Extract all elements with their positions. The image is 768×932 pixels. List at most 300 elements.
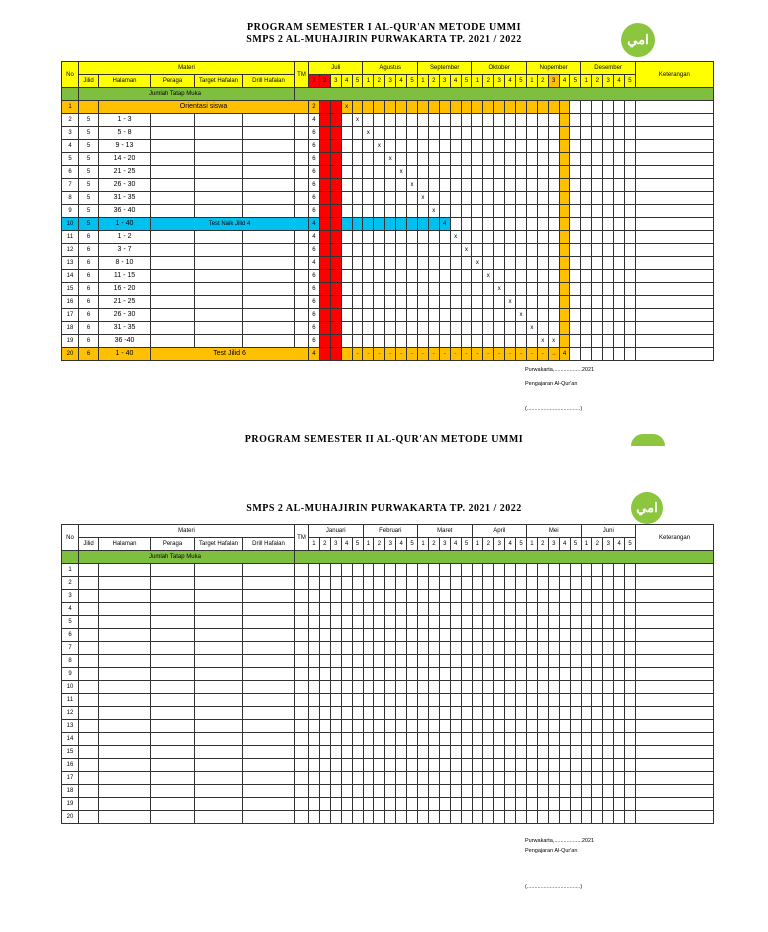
- week-cell: [450, 616, 461, 629]
- week-cell: [494, 179, 505, 192]
- cell-jilid: 5: [79, 218, 99, 231]
- week-cell: [603, 720, 614, 733]
- cell-empty: [151, 668, 195, 681]
- cell-empty: [99, 616, 151, 629]
- week-cell: [614, 694, 625, 707]
- week-cell: [603, 759, 614, 772]
- cell-empty: [79, 694, 99, 707]
- week-cell: [418, 616, 429, 629]
- week-cell: [592, 798, 603, 811]
- week-cell: [450, 707, 461, 720]
- header-week: 4: [505, 75, 516, 88]
- week-cell: [624, 309, 635, 322]
- week-cell: [483, 231, 494, 244]
- week-cell: [516, 798, 527, 811]
- week-cell: [505, 257, 516, 270]
- week-cell: [472, 218, 483, 231]
- cell-empty: [295, 590, 309, 603]
- week-cell: [450, 577, 461, 590]
- week-cell: [363, 101, 374, 114]
- week-cell: [581, 759, 592, 772]
- cell-empty: [99, 772, 151, 785]
- week-cell: [592, 335, 603, 348]
- cell-empty: [195, 811, 243, 824]
- week-cell: [352, 746, 363, 759]
- week-cell: [319, 309, 330, 322]
- week-cell: [352, 127, 363, 140]
- week-cell: [559, 772, 570, 785]
- week-cell: [592, 720, 603, 733]
- week-cell: [330, 309, 341, 322]
- week-cell: [385, 296, 396, 309]
- cell-empty: [243, 590, 295, 603]
- week-cell: [559, 759, 570, 772]
- week-cell: [516, 720, 527, 733]
- week-cell: [439, 642, 450, 655]
- week-cell: [526, 140, 537, 153]
- table-row: [62, 694, 714, 707]
- week-cell: [516, 114, 527, 127]
- week-cell: [505, 785, 516, 798]
- cell-tm: 6: [309, 322, 320, 335]
- week-cell: [396, 270, 407, 283]
- week-cell: [614, 309, 625, 322]
- week-cell: [428, 629, 439, 642]
- week-cell: [341, 603, 352, 616]
- week-cell: [319, 577, 330, 590]
- week-cell: [624, 114, 635, 127]
- cell-tm: 6: [309, 309, 320, 322]
- cell-empty: [151, 153, 195, 166]
- week-cell: [330, 231, 341, 244]
- cell-halaman: 3 - 7: [99, 244, 151, 257]
- week-cell: [352, 798, 363, 811]
- week-cell: [439, 694, 450, 707]
- week-cell: [319, 707, 330, 720]
- cell-empty: [195, 759, 243, 772]
- week-cell: [624, 322, 635, 335]
- week-cell: [559, 629, 570, 642]
- week-cell: [417, 296, 428, 309]
- week-cell: [385, 335, 396, 348]
- week-cell: [559, 668, 570, 681]
- cell-keterangan: [636, 772, 714, 785]
- cell-tm: 6: [309, 270, 320, 283]
- cell-empty: [151, 629, 195, 642]
- week-cell: [417, 205, 428, 218]
- header-month: Juni: [581, 525, 636, 538]
- week-cell: [537, 205, 548, 218]
- week-cell: [407, 283, 418, 296]
- week-cell: [505, 335, 516, 348]
- header-week: 3: [548, 75, 559, 88]
- cell-no: 15: [62, 746, 79, 759]
- week-cell: x: [516, 309, 527, 322]
- week-cell: [494, 798, 505, 811]
- week-cell: [559, 140, 570, 153]
- week-cell: [461, 811, 472, 824]
- cell-no: 11: [62, 694, 79, 707]
- week-cell: [624, 257, 635, 270]
- week-cell: [363, 244, 374, 257]
- week-cell: [537, 733, 548, 746]
- week-cell: [592, 205, 603, 218]
- week-cell: [352, 296, 363, 309]
- week-cell: [592, 153, 603, 166]
- week-cell: [450, 655, 461, 668]
- cell-empty: [195, 577, 243, 590]
- cell-empty: [295, 270, 309, 283]
- week-cell: [592, 283, 603, 296]
- cell-jilid: 6: [79, 257, 99, 270]
- week-cell: [614, 616, 625, 629]
- week-cell: [624, 140, 635, 153]
- week-cell: [352, 772, 363, 785]
- cell-empty: [79, 733, 99, 746]
- cell-empty: [151, 759, 195, 772]
- week-cell: [548, 720, 559, 733]
- cell-empty: [195, 335, 243, 348]
- week-cell: [450, 681, 461, 694]
- week-cell: [352, 270, 363, 283]
- cell-empty: [79, 785, 99, 798]
- week-cell: [603, 811, 614, 824]
- week-cell: [516, 642, 527, 655]
- week-cell: [505, 629, 516, 642]
- cell-empty: [195, 694, 243, 707]
- week-cell: [570, 681, 581, 694]
- week-cell: [570, 707, 581, 720]
- week-cell: [428, 655, 439, 668]
- cell-empty: [151, 309, 195, 322]
- week-cell: [417, 270, 428, 283]
- week-cell: [450, 798, 461, 811]
- week-cell: [483, 101, 494, 114]
- week-cell: [439, 322, 450, 335]
- week-cell: [352, 205, 363, 218]
- cell-empty: [295, 564, 309, 577]
- week-cell: [385, 231, 396, 244]
- cell-empty: [243, 603, 295, 616]
- week-cell: [450, 192, 461, 205]
- week-cell: [516, 694, 527, 707]
- ummi-logo-partial-icon: [631, 434, 665, 446]
- week-cell: [385, 616, 396, 629]
- week-cell: [417, 101, 428, 114]
- header-week: 1: [417, 75, 428, 88]
- week-cell: [417, 322, 428, 335]
- cell-keterangan: [636, 798, 714, 811]
- week-cell: [505, 616, 516, 629]
- week-cell: [614, 759, 625, 772]
- cell-empty: [99, 655, 151, 668]
- cell-empty: [151, 205, 195, 218]
- week-cell: [548, 746, 559, 759]
- week-cell: [483, 746, 494, 759]
- week-cell: [625, 785, 636, 798]
- week-cell: [309, 642, 320, 655]
- week-cell: x: [494, 283, 505, 296]
- week-cell: [439, 720, 450, 733]
- week-cell: -: [363, 348, 374, 361]
- week-cell: [341, 192, 352, 205]
- cell-empty: [195, 231, 243, 244]
- week-cell: [624, 218, 635, 231]
- cell-keterangan: [636, 746, 714, 759]
- table-row: [62, 179, 714, 192]
- week-cell: [570, 140, 581, 153]
- header-week: 4: [614, 538, 625, 551]
- week-cell: [635, 231, 713, 244]
- week-cell: [494, 577, 505, 590]
- week-cell: [570, 811, 581, 824]
- week-cell: [494, 322, 505, 335]
- cell-empty: [151, 166, 195, 179]
- week-cell: [483, 603, 494, 616]
- week-cell: [494, 655, 505, 668]
- week-cell: [559, 322, 570, 335]
- jumlah-spacer: [62, 551, 79, 564]
- week-cell: [319, 348, 330, 361]
- cell-halaman: 1 - 40: [99, 348, 151, 361]
- week-cell: [624, 179, 635, 192]
- week-cell: [396, 205, 407, 218]
- table-row: [62, 811, 714, 824]
- week-cell: [494, 668, 505, 681]
- table-row: [62, 720, 714, 733]
- header-week: 1: [418, 538, 429, 551]
- week-cell: [352, 694, 363, 707]
- week-cell: [505, 603, 516, 616]
- week-cell: [374, 283, 385, 296]
- week-cell: [407, 681, 418, 694]
- cell-empty: [295, 283, 309, 296]
- week-cell: [526, 270, 537, 283]
- week-cell: [570, 694, 581, 707]
- week-cell: [352, 218, 363, 231]
- week-cell: [472, 759, 483, 772]
- week-cell: [614, 179, 625, 192]
- week-cell: [494, 231, 505, 244]
- week-cell: [527, 733, 538, 746]
- week-cell: [625, 564, 636, 577]
- week-cell: [428, 179, 439, 192]
- week-cell: [548, 101, 559, 114]
- week-cell: [363, 694, 374, 707]
- week-cell: [418, 629, 429, 642]
- week-cell: -: [450, 348, 461, 361]
- week-cell: [570, 772, 581, 785]
- table-row: [62, 114, 714, 127]
- week-cell: [548, 798, 559, 811]
- week-cell: [439, 772, 450, 785]
- week-cell: [614, 283, 625, 296]
- week-cell: [319, 694, 330, 707]
- week-cell: x: [352, 114, 363, 127]
- week-cell: [570, 733, 581, 746]
- week-cell: [559, 114, 570, 127]
- week-cell: [570, 283, 581, 296]
- week-cell: [341, 166, 352, 179]
- week-cell: [516, 140, 527, 153]
- week-cell: [461, 114, 472, 127]
- week-cell: [450, 759, 461, 772]
- week-cell: [407, 811, 418, 824]
- week-cell: [581, 348, 592, 361]
- week-cell: [559, 127, 570, 140]
- table-row: [62, 746, 714, 759]
- week-cell: [603, 283, 614, 296]
- week-cell: [548, 811, 559, 824]
- week-cell: [374, 720, 385, 733]
- cell-tm: 6: [309, 127, 320, 140]
- week-cell: [548, 733, 559, 746]
- week-cell: [439, 707, 450, 720]
- week-cell: [472, 296, 483, 309]
- week-cell: [603, 668, 614, 681]
- week-cell: [374, 707, 385, 720]
- week-cell: [374, 577, 385, 590]
- cell-empty: [243, 205, 295, 218]
- week-cell: [516, 283, 527, 296]
- week-cell: [396, 746, 407, 759]
- week-cell: [374, 218, 385, 231]
- cell-empty: [151, 798, 195, 811]
- week-cell: [537, 179, 548, 192]
- week-cell: [494, 746, 505, 759]
- week-cell: [319, 785, 330, 798]
- cell-empty: [99, 603, 151, 616]
- week-cell: [548, 127, 559, 140]
- cell-empty: [99, 590, 151, 603]
- week-cell: [417, 283, 428, 296]
- cell-empty: [195, 192, 243, 205]
- week-cell: [614, 564, 625, 577]
- week-cell: [319, 668, 330, 681]
- table-row: [62, 166, 714, 179]
- header-week: 4: [559, 75, 570, 88]
- week-cell: [428, 309, 439, 322]
- week-cell: [635, 244, 713, 257]
- week-cell: [603, 309, 614, 322]
- week-cell: [625, 577, 636, 590]
- week-cell: [450, 205, 461, 218]
- week-cell: x: [461, 244, 472, 257]
- week-cell: [581, 283, 592, 296]
- week-cell: [592, 642, 603, 655]
- cell-empty: [295, 114, 309, 127]
- week-cell: [439, 179, 450, 192]
- week-cell: [319, 655, 330, 668]
- week-cell: -: [505, 348, 516, 361]
- header-month: Maret: [418, 525, 472, 538]
- week-cell: [352, 322, 363, 335]
- header-month: Juli: [309, 62, 363, 75]
- week-cell: [461, 616, 472, 629]
- week-cell: [428, 707, 439, 720]
- week-cell: [494, 603, 505, 616]
- week-cell: [505, 218, 516, 231]
- cell-halaman: 21 - 25: [99, 296, 151, 309]
- table-row: [62, 681, 714, 694]
- week-cell: [570, 629, 581, 642]
- week-cell: [592, 811, 603, 824]
- week-cell: [385, 322, 396, 335]
- week-cell: [625, 629, 636, 642]
- cell-empty: [79, 681, 99, 694]
- week-cell: [363, 733, 374, 746]
- cell-empty: [151, 785, 195, 798]
- cell-empty: [99, 694, 151, 707]
- week-cell: [341, 720, 352, 733]
- week-cell: [330, 205, 341, 218]
- week-cell: [526, 257, 537, 270]
- week-cell: [603, 127, 614, 140]
- week-cell: [385, 577, 396, 590]
- week-cell: [614, 655, 625, 668]
- cell-empty: [99, 707, 151, 720]
- cell-empty: [295, 603, 309, 616]
- week-cell: [472, 192, 483, 205]
- week-cell: [407, 322, 418, 335]
- week-cell: [396, 153, 407, 166]
- week-cell: [483, 218, 494, 231]
- week-cell: [330, 335, 341, 348]
- week-cell: [635, 114, 713, 127]
- week-cell: [570, 798, 581, 811]
- week-cell: [461, 629, 472, 642]
- table-row: [62, 616, 714, 629]
- week-cell: [461, 577, 472, 590]
- week-cell: [614, 811, 625, 824]
- week-cell: [439, 733, 450, 746]
- week-cell: [407, 335, 418, 348]
- cell-no: 1: [62, 564, 79, 577]
- cell-no: 2: [62, 114, 79, 127]
- week-cell: [526, 153, 537, 166]
- week-cell: [548, 590, 559, 603]
- header-week: 4: [341, 75, 352, 88]
- week-cell: [428, 283, 439, 296]
- week-cell: [570, 759, 581, 772]
- week-cell: [614, 681, 625, 694]
- week-cell: -: [461, 348, 472, 361]
- week-cell: [570, 296, 581, 309]
- week-cell: [330, 192, 341, 205]
- header-month: September: [417, 62, 472, 75]
- header-week: 3: [494, 75, 505, 88]
- cell-empty: [195, 309, 243, 322]
- cell-no: 16: [62, 296, 79, 309]
- week-cell: [407, 642, 418, 655]
- week-cell: [461, 590, 472, 603]
- cell-empty: [151, 642, 195, 655]
- week-cell: [319, 257, 330, 270]
- week-cell: [537, 114, 548, 127]
- cell-empty: [243, 127, 295, 140]
- week-cell: [516, 101, 527, 114]
- cell-empty: [243, 798, 295, 811]
- week-cell: [352, 720, 363, 733]
- cell-empty: [243, 153, 295, 166]
- week-cell: [548, 140, 559, 153]
- header-week: 3: [385, 75, 396, 88]
- cell-jilid: 6: [79, 309, 99, 322]
- cell-no: 7: [62, 642, 79, 655]
- week-cell: [439, 655, 450, 668]
- week-cell: [309, 746, 320, 759]
- cell-empty: [295, 257, 309, 270]
